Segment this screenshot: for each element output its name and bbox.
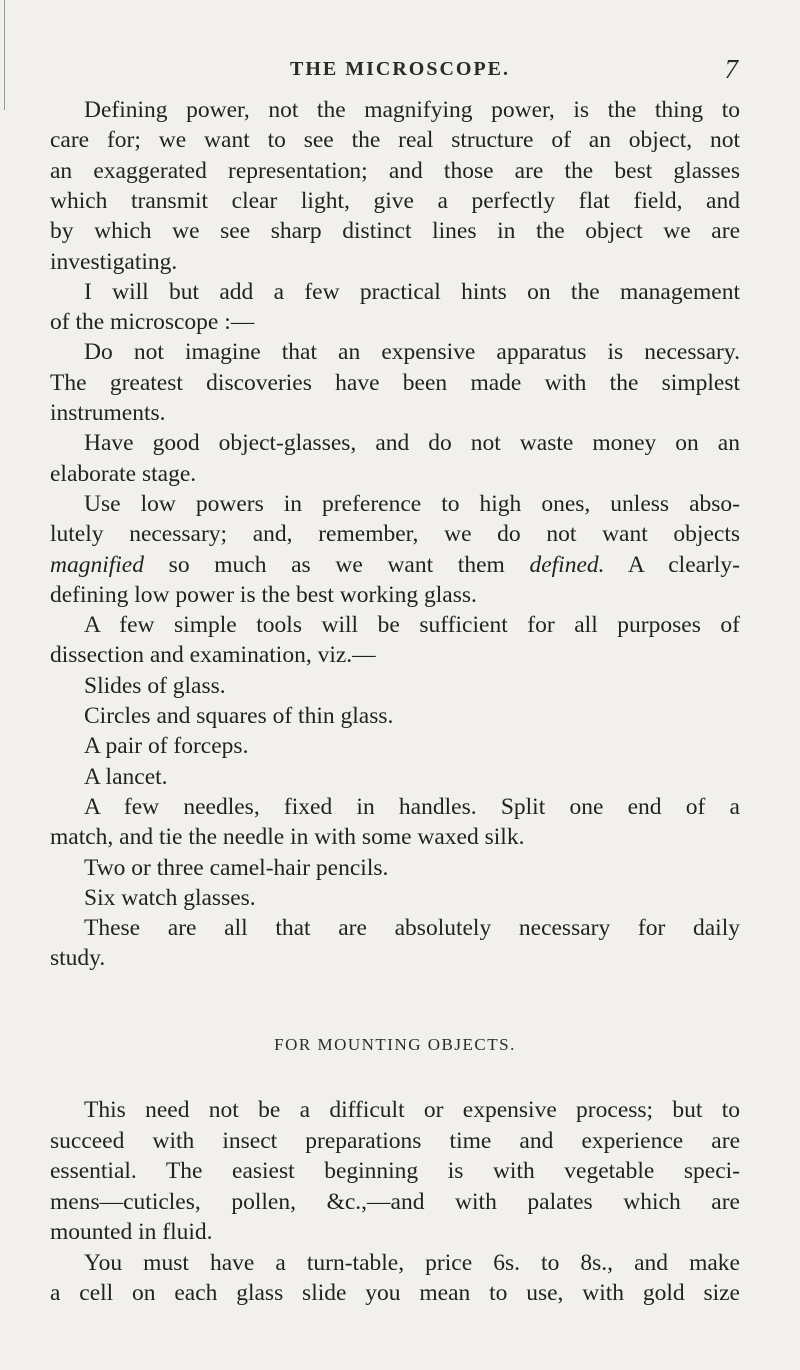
list-item: Slides of glass.: [84, 672, 226, 699]
text-line: investigating.: [50, 248, 178, 275]
list-item: Six watch glasses.: [84, 884, 256, 911]
section-heading: FOR MOUNTING OBJECTS.: [274, 1035, 516, 1054]
text-line: You must have a turn-table, price 6s. to 8s., and make: [84, 1249, 740, 1276]
text-line: I will but add a few practical hints on the management: [84, 278, 740, 305]
text-line: a cell on each glass slide you mean to use, with gold size: [50, 1280, 740, 1306]
text-line: Defining power, not the magnifying power, is the thing to: [84, 97, 740, 123]
text-line: essential. The easiest beginning is with vegetable speci-: [50, 1158, 740, 1184]
text-line: defining low power is the best working glass.: [50, 581, 477, 608]
text-line: by which we see sharp distinct lines in the object we are: [50, 218, 740, 245]
running-head: [60, 54, 740, 90]
text-line: elaborate stage.: [50, 460, 197, 487]
text-line: which transmit clear light, give a perfectly flat field, and: [50, 187, 740, 214]
text-line: match, and tie the needle in with some waxed silk.: [50, 824, 525, 851]
text-line: dissection and examination, viz.—: [50, 642, 376, 669]
running-title: THE MICROSCOPE.: [289, 58, 511, 80]
text-line: Do not imagine that an expensive apparatus is necessary.: [84, 339, 740, 366]
text-line: mounted in fluid.: [50, 1219, 213, 1245]
text-segment: A clearly-: [604, 551, 740, 578]
list-item: Circles and squares of thin glass.: [84, 703, 394, 729]
text-line: succeed with insect preparations time and experience are: [50, 1127, 740, 1154]
text-line: care for; we want to see the real structure of an object, not: [50, 127, 740, 154]
text-line: These are all that are absolutely necessary for daily: [84, 915, 740, 942]
list-item: A lancet.: [84, 763, 168, 790]
text-line: study.: [50, 945, 106, 972]
text-line: The greatest discoveries have been made with the simplest: [50, 369, 740, 396]
text-line: A few simple tools will be sufficient for all purposes of: [84, 612, 740, 639]
text-line: lutely necessary; and, remember, we do not want objects: [50, 521, 740, 548]
text-line: of the microscope :—: [50, 309, 255, 336]
page-edge-rule: [4, 0, 5, 110]
text-line: an exaggerated representation; and those are the best glasses: [50, 157, 740, 184]
text-line: This need not be a difficult or expensive process; but to: [84, 1097, 740, 1123]
list-item: Two or three camel-hair pencils.: [84, 854, 389, 881]
text-segment: so much as we want them: [144, 551, 530, 578]
italic-word-magnified: magnified: [50, 551, 144, 578]
list-item: A pair of forceps.: [84, 733, 249, 760]
text-line: mens—cuticles, pollen, &c.,—and with palates which are: [50, 1188, 740, 1215]
page-number: 7: [724, 54, 738, 84]
text-line-with-italics: [50, 550, 740, 580]
text-line: Have good object-glasses, and do not waste money on an: [84, 430, 740, 457]
list-item: A few needles, fixed in handles. Split one end of a: [84, 793, 740, 820]
italic-word-defined: defined.: [529, 551, 605, 578]
text-line: Use low powers in preference to high ones, unless abso-: [84, 490, 740, 517]
text-line: instruments.: [50, 400, 166, 426]
